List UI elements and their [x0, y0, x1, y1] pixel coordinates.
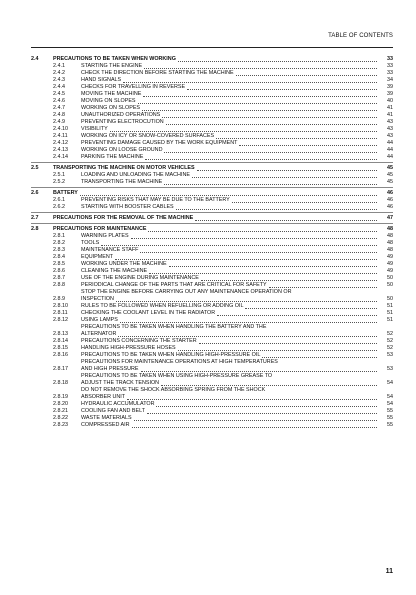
entry-page: 54: [387, 401, 393, 407]
section-title-wrap: [53, 56, 379, 63]
entry-title-wrap: [81, 126, 379, 133]
toc-entry-row[interactable]: [31, 119, 393, 126]
entry-number: 2.8.20: [53, 401, 68, 407]
entry-title: STARTING WITH BOOSTER CABLES: [81, 204, 174, 210]
leader-dots: [197, 170, 377, 171]
entry-page: 44: [387, 154, 393, 160]
toc-section-row[interactable]: [31, 56, 393, 63]
entry-number: 2.8.8: [53, 282, 65, 288]
entry-page: 33: [387, 70, 393, 76]
leader-dots: [164, 184, 377, 185]
entry-title-wrap: [81, 338, 379, 345]
toc-section-row[interactable]: [31, 165, 393, 172]
leader-dots: [199, 343, 377, 344]
entry-title: MAINTENANCE STAFF: [81, 247, 139, 253]
entry-number: 2.8.4: [53, 254, 65, 260]
entry-title: CHECK THE DIRECTION BEFORE STARTING THE MACHINE: [81, 70, 234, 76]
section-page: 33: [387, 56, 393, 62]
leader-dots: [141, 371, 377, 372]
entry-title-wrap: [81, 422, 379, 429]
entry-title: PREVENTING RISKS THAT MAY BE DUE TO THE BATTERY: [81, 197, 230, 203]
leader-dots: [166, 124, 377, 125]
leader-dots: [178, 61, 377, 62]
leader-dots: [149, 273, 377, 274]
section-title: PRECAUTIONS TO BE TAKEN WHEN WORKING: [53, 56, 176, 62]
entry-title-wrap: [81, 289, 379, 303]
leader-dots: [127, 399, 377, 400]
entry-title-line2: ADJUST THE TRACK TENSION: [81, 380, 160, 386]
entry-number: 2.8.13: [53, 331, 68, 337]
toc-entry-row[interactable]: [31, 303, 393, 310]
entry-title: PRECAUTIONS TO BE TAKEN WHEN USING HIGH-PRESSURE GREASE TO: [81, 373, 273, 379]
entry-number: 2.8.22: [53, 415, 68, 421]
toc-entry-row[interactable]: [31, 324, 393, 338]
section-page: 48: [387, 226, 393, 232]
entry-title-wrap: [81, 387, 379, 401]
toc-section-row[interactable]: [31, 226, 393, 233]
entry-page: 40: [387, 98, 393, 104]
entry-title: WARNING PLATES: [81, 233, 129, 239]
entry-number: 2.5.1: [53, 172, 65, 178]
leader-dots: [195, 220, 377, 221]
toc-entry-row[interactable]: [31, 415, 393, 422]
entry-title: COOLING FAN AND BELT: [81, 408, 146, 414]
leader-dots: [236, 75, 377, 76]
leader-dots: [123, 82, 377, 83]
entry-title-wrap: [81, 77, 379, 84]
leader-dots: [116, 301, 377, 302]
entry-number: 2.4.6: [53, 98, 65, 104]
entry-number: 2.8.15: [53, 345, 68, 351]
header-rule: [31, 47, 393, 48]
entry-number: 2.4.5: [53, 91, 65, 97]
entry-title: USING LAMPS: [81, 317, 118, 323]
toc-entry-row[interactable]: [31, 233, 393, 240]
toc-entry-row[interactable]: [31, 240, 393, 247]
leader-dots: [162, 117, 377, 118]
entry-title-wrap: [81, 310, 379, 317]
entry-title: CHECKING THE COOLANT LEVEL IN THE RADIATOR: [81, 310, 216, 316]
leader-dots: [245, 308, 377, 309]
entry-number: 2.8.1: [53, 233, 65, 239]
toc-entry-row[interactable]: [31, 84, 393, 91]
entry-title-line2: ALTERNATOR: [81, 331, 117, 337]
entry-title: TOOLS: [81, 240, 100, 246]
entry-number: 2.4.3: [53, 77, 65, 83]
entry-page: 51: [387, 310, 393, 316]
entry-page: 46: [387, 197, 393, 203]
entry-title: LOADING AND UNLOADING THE MACHINE: [81, 172, 190, 178]
toc-entry-row[interactable]: [31, 63, 393, 70]
leader-dots: [110, 131, 377, 132]
entry-number: 2.4.13: [53, 147, 68, 153]
entry-title-line2: INSPECTION: [81, 296, 114, 302]
toc-entry-row[interactable]: [31, 261, 393, 268]
entry-title-wrap: [81, 119, 379, 126]
entry-number: 2.4.1: [53, 63, 65, 69]
entry-page: 50: [387, 296, 393, 302]
section-page: 46: [387, 190, 393, 196]
section-number: 2.5: [31, 165, 39, 171]
entry-title-wrap: [81, 247, 379, 254]
entry-title-wrap: [81, 204, 379, 211]
entry-number: 2.6.1: [53, 197, 65, 203]
entry-title: PARKING THE MACHINE: [81, 154, 144, 160]
toc-entry-row[interactable]: [31, 282, 393, 289]
toc-entry-row[interactable]: [31, 140, 393, 147]
toc-entry-row[interactable]: [31, 289, 393, 303]
entry-page: 55: [387, 422, 393, 428]
entry-title: UNAUTHORIZED OPERATIONS: [81, 112, 161, 118]
leader-dots: [115, 259, 377, 260]
entry-page: 51: [387, 317, 393, 323]
toc-entry-row[interactable]: [31, 317, 393, 324]
toc-entry-row[interactable]: [31, 345, 393, 352]
entry-title-wrap: [81, 147, 379, 154]
entry-title: RULES TO BE FOLLOWED WHEN REFUELLING OR ADDING OIL: [81, 303, 244, 309]
entry-title-line2-wrap: [81, 380, 379, 387]
entry-number: 2.8.5: [53, 261, 65, 267]
section-number: 2.6: [31, 190, 39, 196]
entry-title: CHECKS FOR TRAVELLING IN REVERSE: [81, 84, 186, 90]
leader-dots: [164, 152, 377, 153]
entry-title: PERIODICAL CHANGE OF THE PARTS THAT ARE CRITICAL FOR SAFETY: [81, 282, 267, 288]
entry-title-wrap: [81, 408, 379, 415]
leader-dots: [131, 238, 377, 239]
entry-page: 54: [387, 394, 393, 400]
toc-entry-row[interactable]: [31, 387, 393, 401]
entry-number: 2.8.21: [53, 408, 68, 414]
table-of-contents: [31, 54, 393, 429]
entry-title: PREVENTING ELECTROCUTION: [81, 119, 164, 125]
entry-number: 2.6.2: [53, 204, 65, 210]
entry-title-wrap: [81, 98, 379, 105]
toc-entry-row[interactable]: [31, 98, 393, 105]
leader-dots: [134, 420, 377, 421]
entry-title: MOVING ON SLOPES: [81, 98, 136, 104]
toc-entry-row[interactable]: [31, 247, 393, 254]
toc-entry-row[interactable]: [31, 133, 393, 140]
toc-entry-row[interactable]: [31, 147, 393, 154]
entry-title-wrap: [81, 275, 379, 282]
entry-number: 2.4.10: [53, 126, 68, 132]
entry-title-wrap: [81, 84, 379, 91]
toc-entry-row[interactable]: [31, 359, 393, 373]
entry-title-wrap: [81, 352, 379, 359]
entry-title: DO NOT REMOVE THE SHOCK ABSORBING SPRING FROM THE SHOCK: [81, 387, 266, 393]
toc-entry-row[interactable]: [31, 352, 393, 359]
entry-number: 2.8.7: [53, 275, 65, 281]
leader-dots: [201, 280, 377, 281]
entry-title-wrap: [81, 240, 379, 247]
entry-number: 2.8.14: [53, 338, 68, 344]
entry-title-line2: ABSORBER UNIT: [81, 394, 126, 400]
section-title: TRANSPORTING THE MACHINE ON MOTOR VEHICLES: [53, 165, 195, 171]
entry-title: VISIBILITY: [81, 126, 108, 132]
section-title-wrap: [53, 165, 379, 172]
leader-dots: [140, 252, 377, 253]
entry-page: 49: [387, 268, 393, 274]
entry-page: 39: [387, 91, 393, 97]
entry-title: COMPRESSED AIR: [81, 422, 130, 428]
entry-title: STARTING THE ENGINE: [81, 63, 143, 69]
entry-title: WORKING ON LOOSE GROUND: [81, 147, 163, 153]
entry-page: 43: [387, 133, 393, 139]
entry-page: 54: [387, 380, 393, 386]
toc-entry-row[interactable]: [31, 197, 393, 204]
entry-number: 2.4.9: [53, 119, 65, 125]
entry-number: 2.4.12: [53, 140, 68, 146]
entry-title: WORKING UNDER THE MACHINE: [81, 261, 167, 267]
section-title-wrap: [53, 226, 379, 233]
toc-entry-row[interactable]: [31, 422, 393, 429]
entry-title-wrap: [81, 105, 379, 112]
toc-entry-row[interactable]: [31, 268, 393, 275]
entry-page: 49: [387, 254, 393, 260]
entry-title: USE OF THE ENGINE DURING MAINTENANCE: [81, 275, 199, 281]
entry-title: HANDLING HIGH-PRESSURE HOSES: [81, 345, 176, 351]
entry-title: WORKING ON SLOPES: [81, 105, 141, 111]
entry-page: 50: [387, 282, 393, 288]
entry-title-wrap: [81, 179, 379, 186]
toc-entry-row[interactable]: [31, 204, 393, 211]
entry-page: 33: [387, 63, 393, 69]
toc-entry-row[interactable]: [31, 254, 393, 261]
entry-page: 48: [387, 247, 393, 253]
entry-title-wrap: [81, 324, 379, 338]
toc-entry-row[interactable]: [31, 408, 393, 415]
section-page: 47: [387, 215, 393, 221]
entry-number: 2.8.16: [53, 352, 68, 358]
entry-page: 41: [387, 112, 393, 118]
entry-title-wrap: [81, 197, 379, 204]
entry-page: 48: [387, 233, 393, 239]
leader-dots: [239, 145, 377, 146]
leader-dots: [269, 287, 377, 288]
leader-dots: [216, 138, 377, 139]
entry-page: 34: [387, 77, 393, 83]
entry-title-line2-wrap: [81, 394, 379, 401]
leader-dots: [161, 385, 377, 386]
entry-title-wrap: [81, 401, 379, 408]
leader-dots: [187, 89, 377, 90]
entry-title-wrap: [81, 359, 379, 373]
leader-dots: [118, 336, 377, 337]
section-divider: [31, 187, 393, 188]
entry-title-wrap: [81, 317, 379, 324]
section-number: 2.7: [31, 215, 39, 221]
entry-title-wrap: [81, 415, 379, 422]
toc-section-row[interactable]: [31, 215, 393, 222]
entry-title: EQUIPMENT: [81, 254, 114, 260]
entry-title-line2-wrap: [81, 331, 379, 338]
section-title-wrap: [53, 190, 379, 197]
running-header: TABLE OF CONTENTS: [328, 33, 393, 39]
section-title: PRECAUTIONS FOR THE REMOVAL OF THE MACHINE: [53, 215, 194, 221]
entry-title-line2-wrap: [81, 366, 379, 373]
leader-dots: [156, 406, 377, 407]
entry-title-wrap: [81, 140, 379, 147]
entry-number: 2.8.12: [53, 317, 68, 323]
entry-title: PRECAUTIONS TO BE TAKEN WHEN HANDLING THE BATTERY AND THE: [81, 324, 267, 330]
toc-entry-row[interactable]: [31, 70, 393, 77]
entry-page: 43: [387, 126, 393, 132]
entry-title: TRANSPORTING THE MACHINE: [81, 179, 163, 185]
entry-title-line2-wrap: [81, 296, 379, 303]
entry-title-wrap: [81, 373, 379, 387]
leader-dots: [262, 357, 377, 358]
entry-number: 2.8.3: [53, 247, 65, 253]
entry-title-wrap: [81, 133, 379, 140]
entry-page: 45: [387, 172, 393, 178]
entry-title: HAND SIGNALS: [81, 77, 122, 83]
entry-page: 39: [387, 84, 393, 90]
entry-page: 52: [387, 338, 393, 344]
toc-entry-row[interactable]: [31, 105, 393, 112]
entry-title: CLEANING THE MACHINE: [81, 268, 148, 274]
entry-title: STOP THE ENGINE BEFORE CARRYING OUT ANY MAINTENANCE OPERATION OR: [81, 289, 292, 295]
entry-number: 2.8.11: [53, 310, 68, 316]
entry-title-wrap: [81, 172, 379, 179]
leader-dots: [142, 110, 377, 111]
entry-page: 49: [387, 261, 393, 267]
toc-entry-row[interactable]: [31, 77, 393, 84]
entry-title-wrap: [81, 112, 379, 119]
leader-dots: [176, 209, 377, 210]
entry-title: WASTE MATERIALS: [81, 415, 132, 421]
leader-dots: [138, 103, 377, 104]
entry-page: 53: [387, 366, 393, 372]
entry-title-wrap: [81, 63, 379, 70]
entry-number: 2.8.2: [53, 240, 65, 246]
toc-entry-row[interactable]: [31, 338, 393, 345]
entry-page: 52: [387, 345, 393, 351]
entry-page: 53: [387, 352, 393, 358]
entry-title: PRECAUTIONS CONCERNING THE STARTER: [81, 338, 197, 344]
entry-title-wrap: [81, 154, 379, 161]
entry-page: 43: [387, 119, 393, 125]
section-title: BATTERY: [53, 190, 78, 196]
entry-title: WORKING ON ICY OR SNOW-COVERED SURFACES: [81, 133, 215, 139]
entry-page: 48: [387, 240, 393, 246]
entry-title: HYDRAULIC ACCUMULATOR: [81, 401, 155, 407]
entry-number: 2.5.2: [53, 179, 65, 185]
entry-page: 50: [387, 275, 393, 281]
entry-number: 2.4.2: [53, 70, 65, 76]
entry-page: 45: [387, 179, 393, 185]
leader-dots: [192, 177, 377, 178]
leader-dots: [217, 315, 377, 316]
entry-title: PREVENTING DAMAGE CAUSED BY THE WORK EQUIPMENT: [81, 140, 238, 146]
page-number: 11: [385, 568, 393, 575]
leader-dots: [80, 195, 377, 196]
entry-title: PRECAUTIONS TO BE TAKEN WHEN HANDLING HIGH-PRESSURE OIL: [81, 352, 261, 358]
toc-entry-row[interactable]: [31, 275, 393, 282]
entry-title-wrap: [81, 261, 379, 268]
leader-dots: [144, 68, 377, 69]
entry-title-wrap: [81, 91, 379, 98]
entry-title-line2: AND HIGH PRESSURE: [81, 366, 139, 372]
toc-entry-row[interactable]: [31, 112, 393, 119]
entry-title: PRECAUTIONS FOR MAINTENANCE OPERATIONS AT HIGH TEMPERATURES: [81, 359, 278, 365]
entry-page: 55: [387, 415, 393, 421]
entry-number: 2.8.18: [53, 380, 68, 386]
leader-dots: [232, 202, 377, 203]
entry-number: 2.8.9: [53, 296, 65, 302]
toc-entry-row[interactable]: [31, 310, 393, 317]
entry-title-wrap: [81, 303, 379, 310]
leader-dots: [147, 413, 377, 414]
entry-number: 2.4.11: [53, 133, 68, 139]
entry-number: 2.4.4: [53, 84, 65, 90]
entry-title-wrap: [81, 345, 379, 352]
section-number: 2.8: [31, 226, 39, 232]
leader-dots: [145, 159, 377, 160]
entry-number: 2.8.23: [53, 422, 68, 428]
section-page: 45: [387, 165, 393, 171]
entry-page: 55: [387, 408, 393, 414]
toc-entry-row[interactable]: [31, 154, 393, 161]
entry-number: 2.8.10: [53, 303, 68, 309]
entry-number: 2.4.14: [53, 154, 68, 160]
section-divider: [31, 162, 393, 163]
entry-page: 41: [387, 105, 393, 111]
entry-page: 44: [387, 140, 393, 146]
entry-title-wrap: [81, 254, 379, 261]
toc-entry-row[interactable]: [31, 373, 393, 387]
section-divider: [31, 223, 393, 224]
leader-dots: [178, 350, 377, 351]
entry-number: 2.8.19: [53, 394, 68, 400]
entry-number: 2.8.6: [53, 268, 65, 274]
entry-page: 44: [387, 147, 393, 153]
toc-section-row[interactable]: [31, 190, 393, 197]
section-title: PRECAUTIONS FOR MAINTENANCE: [53, 226, 147, 232]
leader-dots: [143, 96, 377, 97]
toc-entry-row[interactable]: [31, 172, 393, 179]
leader-dots: [132, 427, 377, 428]
leader-dots: [148, 231, 377, 232]
toc-entry-row[interactable]: [31, 126, 393, 133]
entry-title-wrap: [81, 282, 379, 289]
leader-dots: [101, 245, 377, 246]
entry-page: 52: [387, 331, 393, 337]
entry-title-wrap: [81, 233, 379, 240]
leader-dots: [169, 266, 377, 267]
entry-number: 2.4.7: [53, 105, 65, 111]
entry-number: 2.4.8: [53, 112, 65, 118]
entry-number: 2.8.17: [53, 366, 68, 372]
entry-page: 51: [387, 303, 393, 309]
toc-entry-row[interactable]: [31, 91, 393, 98]
toc-entry-row[interactable]: [31, 179, 393, 186]
leader-dots: [120, 322, 377, 323]
section-number: 2.4: [31, 56, 39, 62]
entry-title-wrap: [81, 268, 379, 275]
entry-title: MOVING THE MACHINE: [81, 91, 142, 97]
entry-title-wrap: [81, 70, 379, 77]
toc-entry-row[interactable]: [31, 401, 393, 408]
entry-page: 46: [387, 204, 393, 210]
section-divider: [31, 212, 393, 213]
section-title-wrap: [53, 215, 379, 222]
